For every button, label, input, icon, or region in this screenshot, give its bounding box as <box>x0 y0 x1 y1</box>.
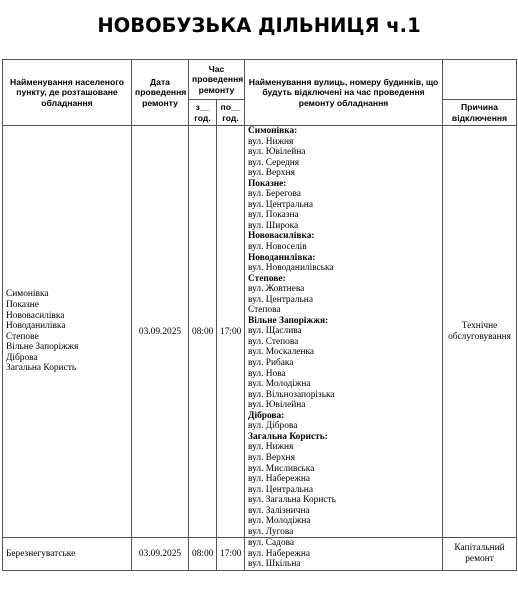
street-name: Степова <box>248 305 281 316</box>
table-row <box>3 126 517 538</box>
street-name: вул. Верхня <box>248 452 295 463</box>
street-name: вул. Щаслива <box>248 326 302 337</box>
street-name: вул. Центральна <box>248 294 313 305</box>
settlement-column-header: Найменування населеного пункту, де розташоване обладнання <box>3 60 132 126</box>
date-column-header: Дата проведення ремонту <box>132 60 189 126</box>
street-name: вул. Молодіжна <box>248 379 311 390</box>
street-name: вул. Москаленка <box>248 347 315 358</box>
settlement-name: Загальна Користь <box>6 363 77 374</box>
table-row <box>3 538 517 571</box>
settlement-cell <box>3 538 132 571</box>
settlement-name: Вільне Запоріжжя <box>6 342 79 353</box>
from-hour-header: з__ год. <box>189 100 217 126</box>
streets-cell <box>245 126 443 538</box>
time-column-header: Час проведення ремонту <box>189 60 245 100</box>
street-name: вул. Показна <box>248 210 299 221</box>
settlement-name: Симонівка <box>6 289 49 300</box>
street-name: вул. Ювілейна <box>248 147 306 158</box>
street-name: вул. Верхня <box>248 168 295 179</box>
settlement-name: Березнегуватське <box>6 548 76 559</box>
street-name: вул. Залізнична <box>248 505 310 516</box>
street-name: вул. Вільнозапорізька <box>248 389 335 400</box>
settlement-name: Показне <box>6 300 39 311</box>
street-name: вул. Жовтнева <box>248 284 305 295</box>
streets-column-header: Найменування вулиць, номеру будинків, що будуть відключені на час проведення ремонту обладнання <box>245 60 443 126</box>
reason-header-spacer <box>443 60 517 100</box>
street-name: вул. Широка <box>248 220 299 231</box>
street-name: вул. Степова <box>248 336 299 347</box>
date-cell: 03.09.2025 <box>132 126 189 538</box>
village-heading: Загальна Користь: <box>248 431 328 442</box>
street-name: вул. Новоданилівська <box>248 263 334 274</box>
reason-column-header: Причина відключення <box>443 100 517 126</box>
settlement-name: Новоданилівка <box>6 321 66 332</box>
village-heading: Симонівка: <box>248 126 298 136</box>
street-name: вул. Нижня <box>248 136 294 147</box>
street-name: вул. Середня <box>248 157 300 168</box>
village-heading: Степове: <box>248 273 286 284</box>
street-name: вул. Нижня <box>248 442 294 453</box>
to-hour-cell: 17:00 <box>217 538 245 571</box>
street-name: вул. Загальна Користь <box>248 495 336 506</box>
settlement-name: Діброва <box>6 352 38 363</box>
street-name: вул. Ювілейна <box>248 400 306 411</box>
street-name: вул. Мисливська <box>248 463 315 474</box>
date-cell: 03.09.2025 <box>132 538 189 571</box>
village-heading: Новоданилівка: <box>248 252 316 263</box>
street-name: вул. Діброва <box>248 421 298 432</box>
street-name: вул. Берегова <box>248 189 301 200</box>
outage-schedule-table <box>2 59 517 571</box>
page-title: НОВОБУЗЬКА ДІЛЬНИЦЯ ч.1 <box>97 14 421 37</box>
street-name: вул. Набережна <box>248 474 311 485</box>
street-name: вул. Нова <box>248 368 286 379</box>
street-name: вул. Новоселів <box>248 242 307 253</box>
to-hour-cell: 17:00 <box>217 126 245 538</box>
settlement-cell <box>3 126 132 538</box>
street-name: вул. Лугова <box>248 526 294 537</box>
settlement-name: Нововасилівка <box>6 310 65 321</box>
street-name: вул. Рибака <box>248 358 294 369</box>
village-heading: Показне: <box>248 178 287 189</box>
village-heading: Вільне Запоріжжя: <box>248 315 329 326</box>
street-name: вул. Садова <box>248 538 295 549</box>
to-hour-header: по__ год. <box>217 100 245 126</box>
village-heading: Діброва: <box>248 410 285 421</box>
street-name: вул. Центральна <box>248 199 313 210</box>
reason-cell: Капітальний ремонт <box>443 538 517 571</box>
village-heading: Нововасилівка: <box>248 231 315 242</box>
streets-cell <box>245 538 443 571</box>
from-hour-cell: 08:00 <box>189 126 217 538</box>
street-name: вул. Набережна <box>248 548 311 559</box>
settlement-name: Степове <box>6 331 39 342</box>
street-name: вул. Шкільна <box>248 559 301 570</box>
reason-cell: Технічне обслуговування <box>443 126 517 538</box>
street-name: вул. Молодіжна <box>248 516 311 527</box>
from-hour-cell: 08:00 <box>189 538 217 571</box>
street-name: вул. Центральна <box>248 484 313 495</box>
